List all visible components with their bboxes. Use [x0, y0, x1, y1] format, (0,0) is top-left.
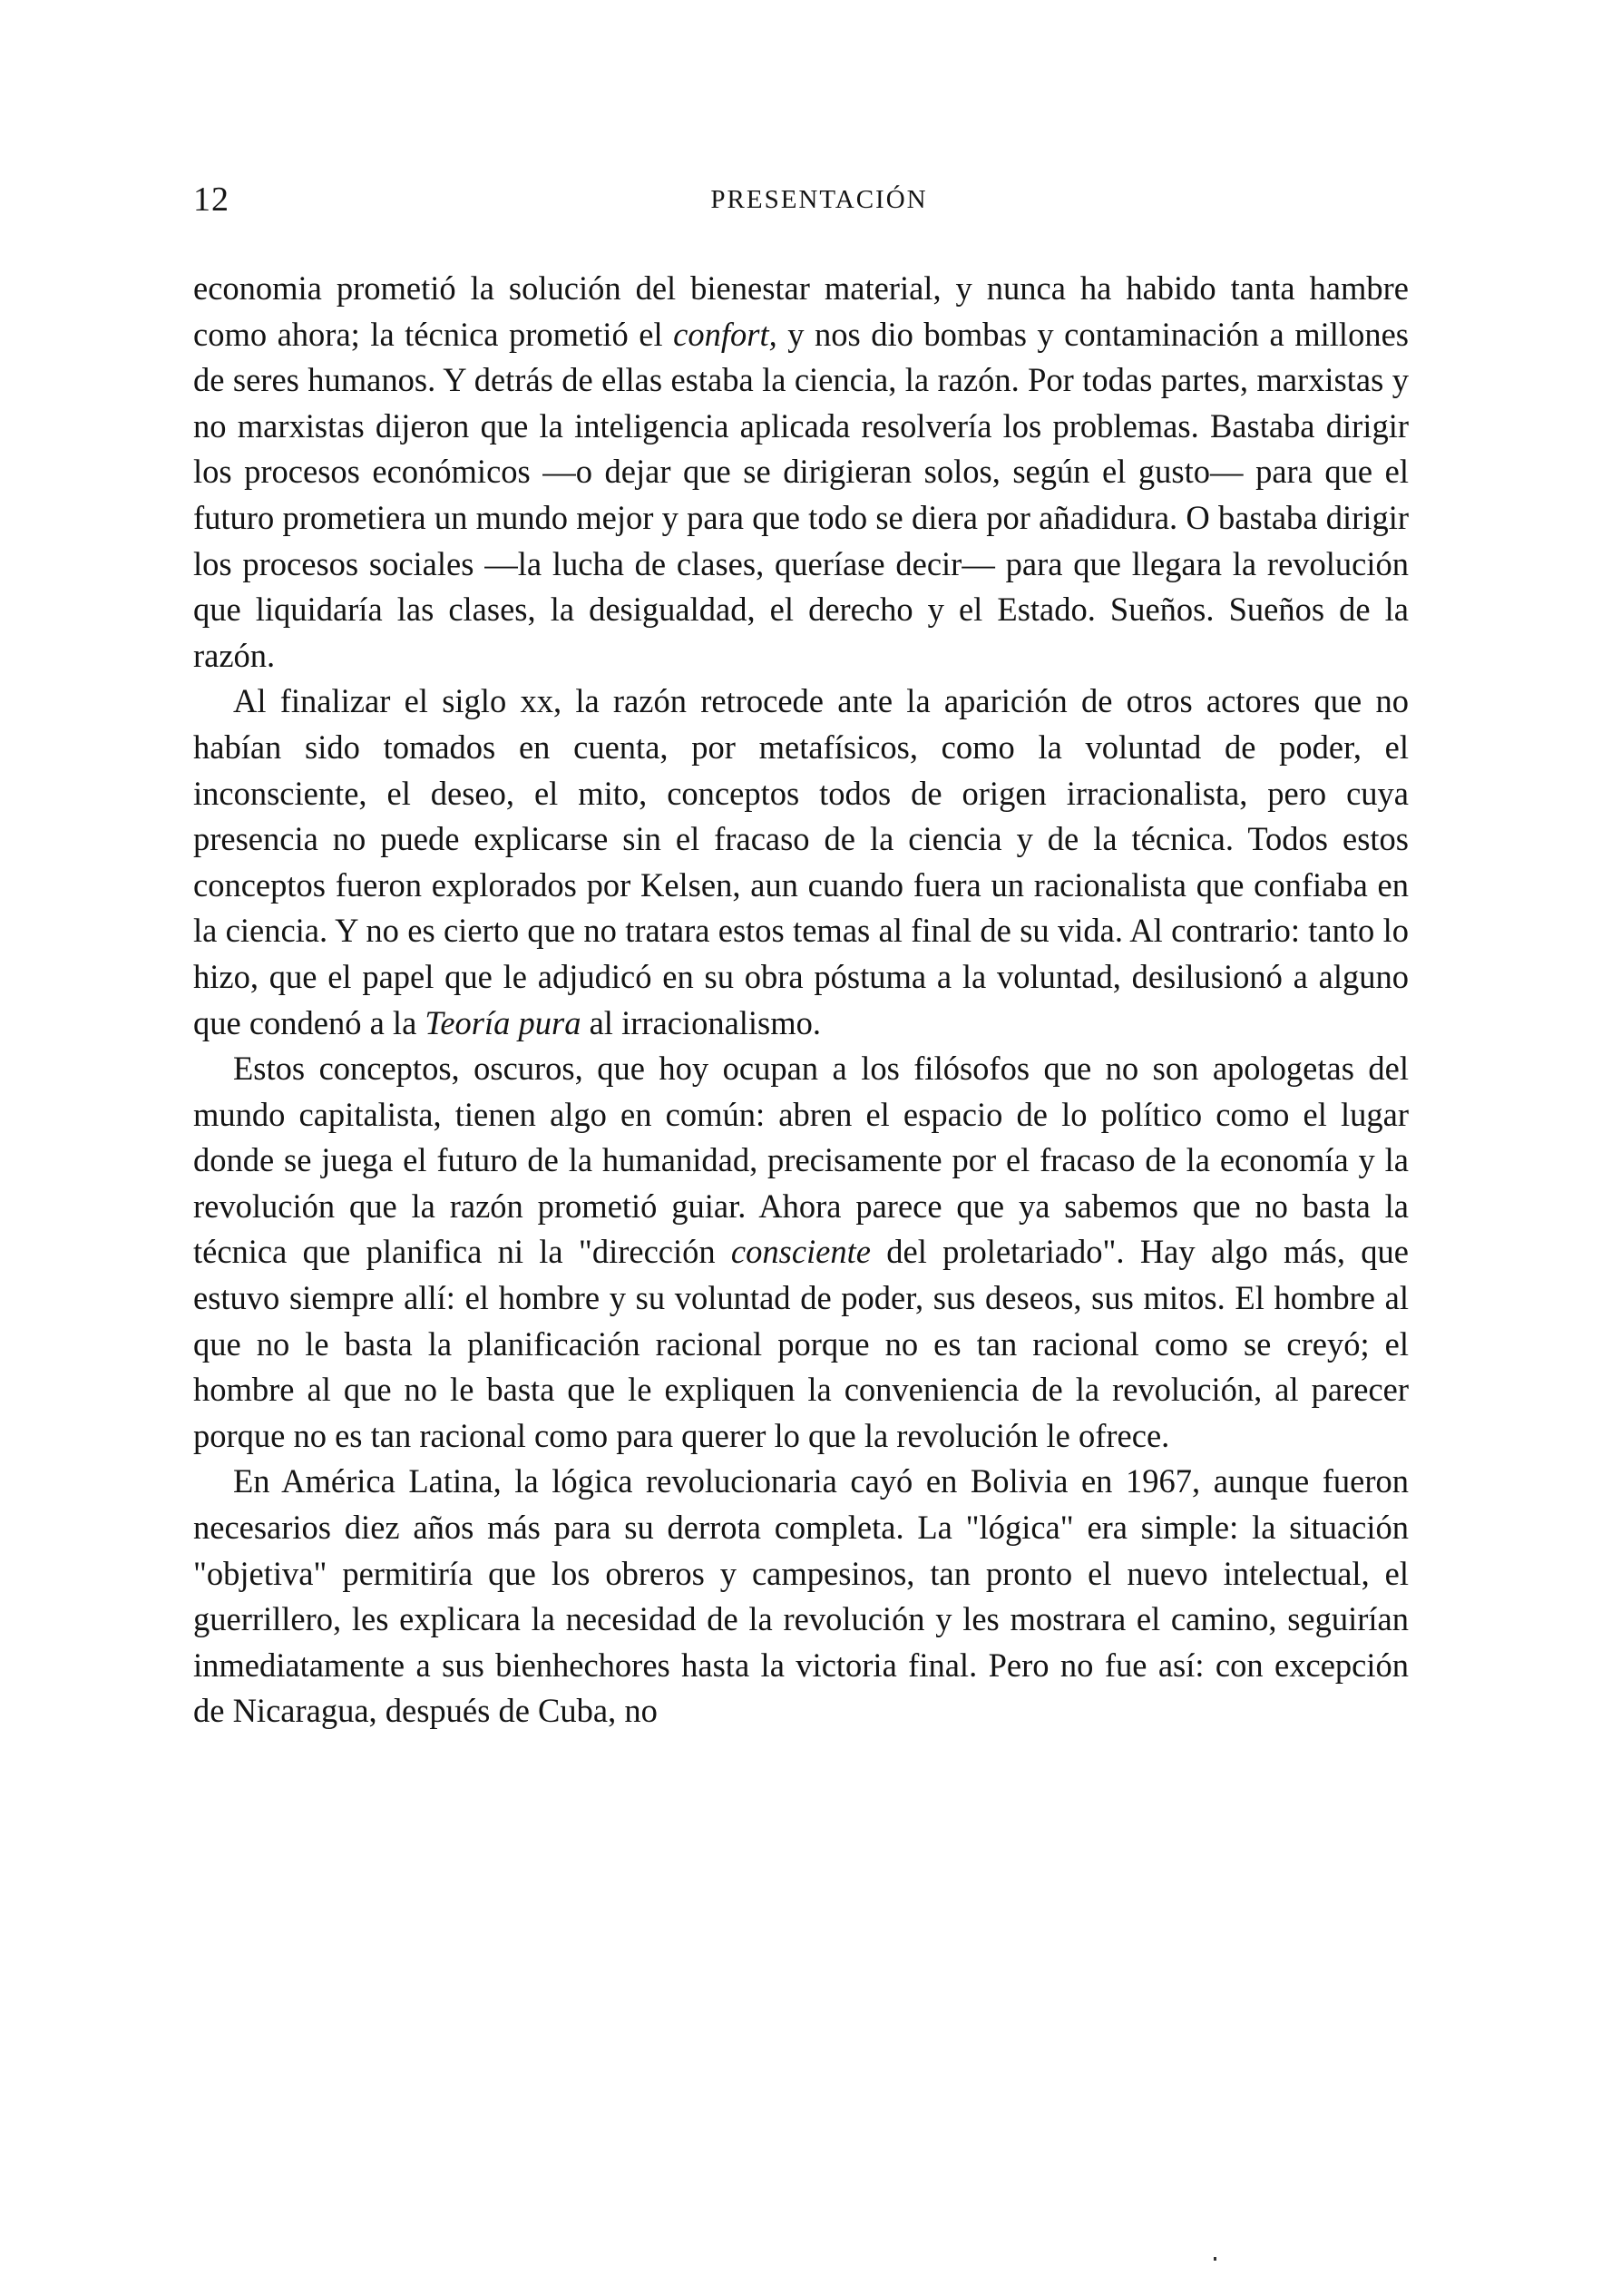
paragraph-1: economia prometió la solución del bienestar material, y nunca ha habido tanta hambre como ahora; la técnica prometió el confort, y nos dio bombas y contaminación a millones de seres humanos. Y detrás de ellas estaba la ciencia, la razón. Por todas partes, marxistas y no marxistas dijeron que la inteligencia aplicada resolvería los problemas. Bastaba dirigir los procesos económicos —o dejar que se dirigieran solos, según el gusto— para que el futuro prometiera un mundo mejor y para que todo se diera por añadidura. O bastaba dirigir los procesos sociales —la lucha de clases, queríase decir— para que llegara la revolución que liquidaría las clases, la desigualdad, el derecho y el Estado. Sueños. Sueños de la razón. — [193, 269, 1409, 674]
paragraph-3: Estos conceptos, oscuros, que hoy ocupan a los filósofos que no son apologetas del mundo capitalista, tienen algo en común: abren el espacio de lo político como el lugar donde se juega el futuro de la humanidad, precisamente por el fracaso de la economía y la revolución que la razón prometió guiar. Ahora parece que ya sabemos que no basta la técnica que planifica ni la "dirección consciente del proletariado". Hay algo más, que estuvo siempre allí: el hombre y su voluntad de poder, sus deseos, sus mitos. El hombre al que no le basta la planificación racional porque no es tan racional como se creyó; el hombre al que no le basta que le expliquen la conveniencia de la revolución, al parecer porque no es tan racional como para querer lo que la revolución le ofrece. — [193, 1050, 1409, 1454]
running-head — [193, 172, 1409, 227]
italic-term: Teoría pura — [425, 1003, 581, 1041]
italic-term: consciente — [730, 1233, 871, 1271]
paragraph-4: En América Latina, la lógica revolucionaria cayó en Bolivia en 1967, aunque fueron necesarios diez años más para su derrota completa. La "lógica" era simple: la situación "objetiva" permitiría que los obreros y campesinos, tan pronto el nuevo intelectual, el guerrillero, les explicara la necesidad de la revolución y les mostrara el camino, seguirían inmediatamente a sus bienhechores hasta la victoria final. Pero no fue así: con excepción de Nicaragua, después de Cuba, no — [193, 1462, 1409, 1730]
running-title: PRESENTACIÓN — [710, 185, 928, 214]
page-number: 12 — [193, 181, 229, 219]
scan-speck — [1214, 2257, 1216, 2261]
italic-term: confort, — [673, 315, 777, 353]
body-text — [193, 266, 1409, 1734]
paragraph-2: Al finalizar el siglo xx, la razón retrocede ante la aparición de otros actores que no habían sido tomados en cuenta, por metafísicos, como la voluntad de poder, el inconsciente, el deseo, el mito, conceptos todos de origen irracionalista, pero cuya presencia no puede explicarse sin el fracaso de la ciencia y de la técnica. Todos estos conceptos fueron explorados por Kelsen, aun cuando fuera un racionalista que confiaba en la ciencia. Y no es cierto que no tratara estos temas al final de su vida. Al contrario: tanto lo hizo, que el papel que le adjudicó en su obra póstuma a la voluntad, desilusionó a alguno que condenó a la Teoría pura al irracionalismo. — [193, 682, 1409, 1041]
